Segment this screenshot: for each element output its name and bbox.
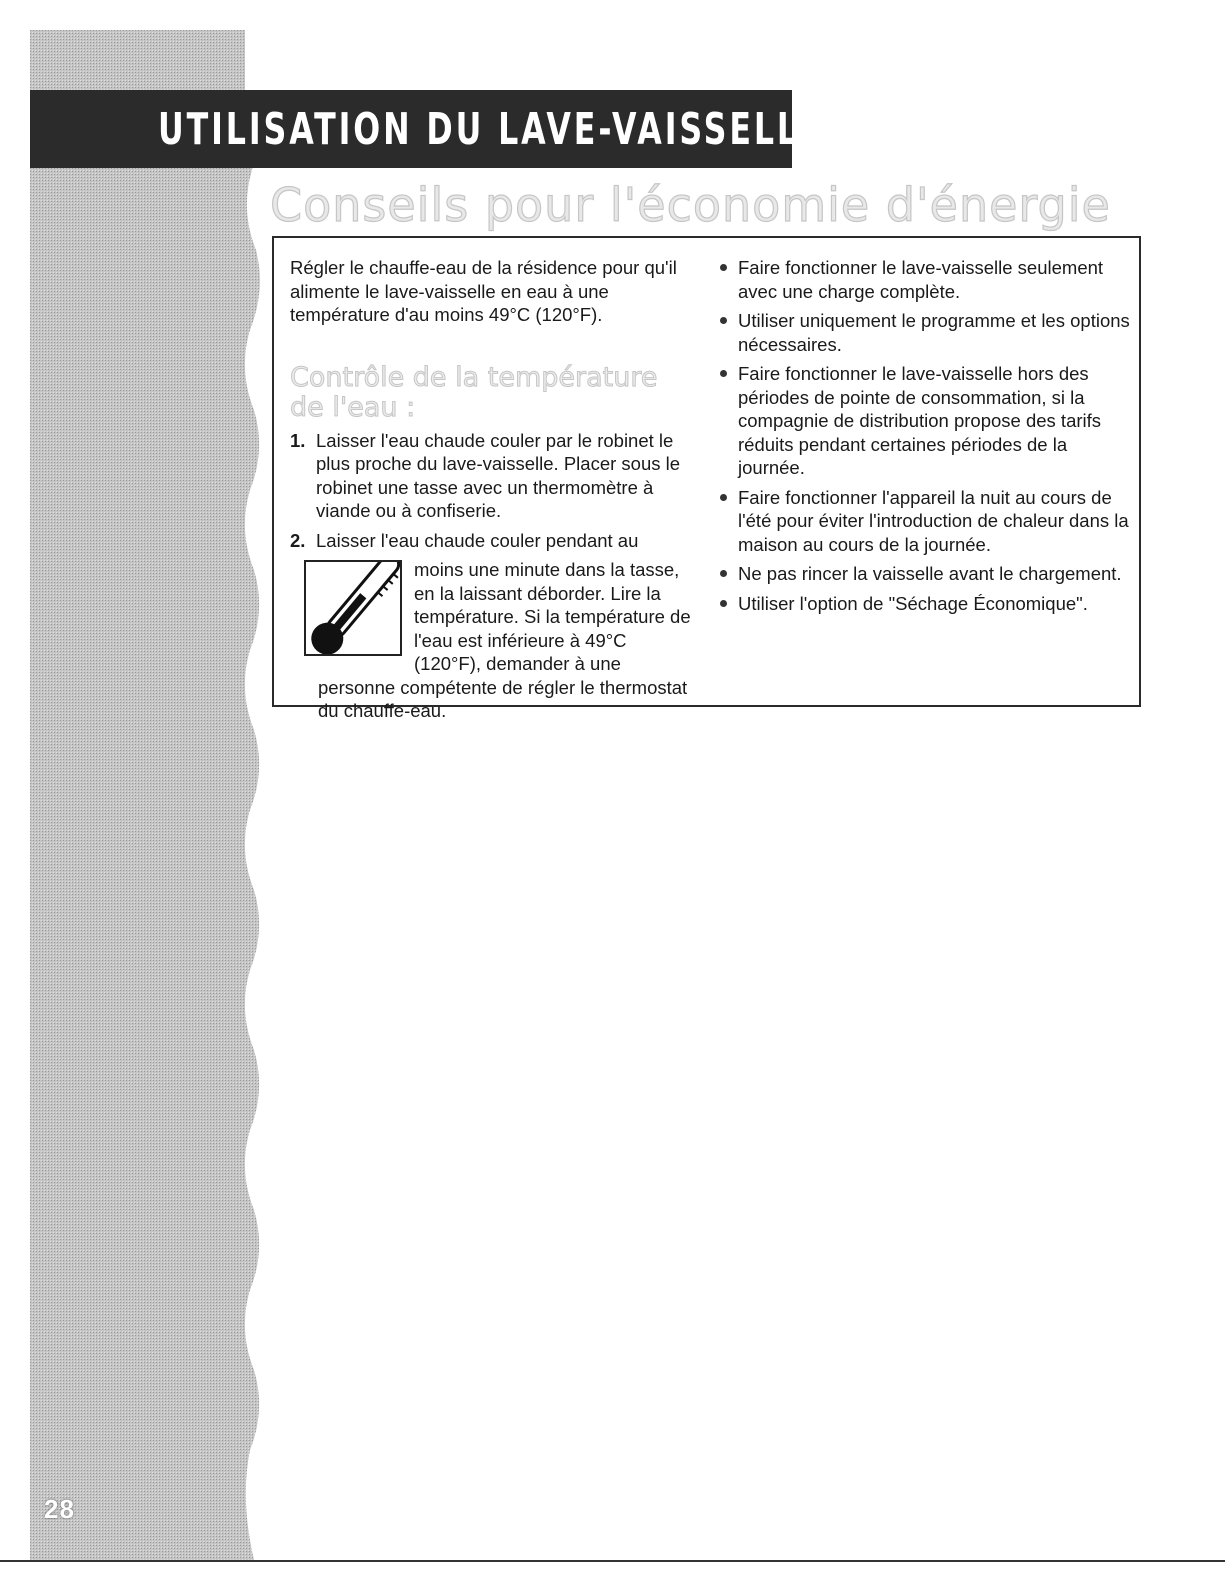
list-item — [720, 562, 1132, 586]
step-text: Laisser l'eau chaude couler pendant au — [316, 529, 639, 551]
step-item — [290, 529, 694, 553]
step-text: moins une minute dans la tasse, en la laissant déborder. Lire la température. Si la température de l'eau est inférieure à 49°C (120°F), demander à une personne compétente de régler le thermostat du chauffe-eau. — [318, 559, 691, 721]
right-column — [720, 256, 1132, 621]
tip-text: Faire fonctionner le lave-vaisselle hors des périodes de pointe de consommation, si la compagnie de distribution propose des tarifs réduits pendant certaines périodes de la journée. — [738, 363, 1102, 478]
bottom-rule — [0, 1560, 1225, 1562]
page-number: 28 — [44, 1494, 75, 1524]
bullet-icon — [720, 570, 727, 577]
bullet-icon — [720, 494, 727, 501]
tip-text: Ne pas rincer la vaisselle avant le chargement. — [738, 563, 1122, 584]
step-number: 2. — [290, 529, 306, 551]
page-header-title: UTILISATION DU LAVE-VAISSELLE — [158, 103, 825, 155]
bullet-icon — [720, 317, 727, 324]
bullet-icon — [720, 600, 727, 607]
list-item — [720, 486, 1132, 557]
tip-text: Faire fonctionner l'appareil la nuit au cours de l'été pour éviter l'introduction de chaleur dans la maison au cours de la journée. — [738, 486, 1129, 555]
thermometer-icon — [304, 560, 402, 656]
list-item — [720, 256, 1132, 303]
tips-list — [720, 256, 1132, 615]
side-decorative-strip — [0, 0, 262, 1560]
list-item — [720, 362, 1132, 480]
tip-text: Faire fonctionner le lave-vaisselle seulement avec une charge complète. — [738, 257, 1104, 302]
bullet-icon — [720, 370, 727, 377]
list-item — [720, 592, 1132, 616]
content-box — [272, 236, 1141, 721]
tip-text: Utiliser uniquement le programme et les options nécessaires. — [738, 310, 1130, 355]
intro-text: Régler le chauffe-eau de la résidence pour qu'il alimente le lave-vaisselle en eau à une température d'au moins 49°C (120°F). — [290, 257, 677, 325]
left-column — [290, 256, 694, 723]
step-item — [290, 429, 694, 523]
tip-text: Utiliser l'option de "Séchage Économique". — [738, 592, 1088, 614]
list-item — [720, 309, 1132, 356]
bullet-icon — [720, 264, 727, 271]
section-title: Conseils pour l'économie d'énergie — [270, 178, 1111, 232]
step-number: 1. — [290, 429, 306, 451]
subheading: Contrôle de la température de l'eau : — [290, 361, 658, 423]
step-continuation — [290, 558, 694, 723]
step-text: Laisser l'eau chaude couler par le robinet le plus proche du lave-vaisselle. Placer sous le robinet une tasse avec un thermomètre à viande ou à confiserie. — [316, 429, 681, 521]
header-band — [30, 90, 825, 168]
